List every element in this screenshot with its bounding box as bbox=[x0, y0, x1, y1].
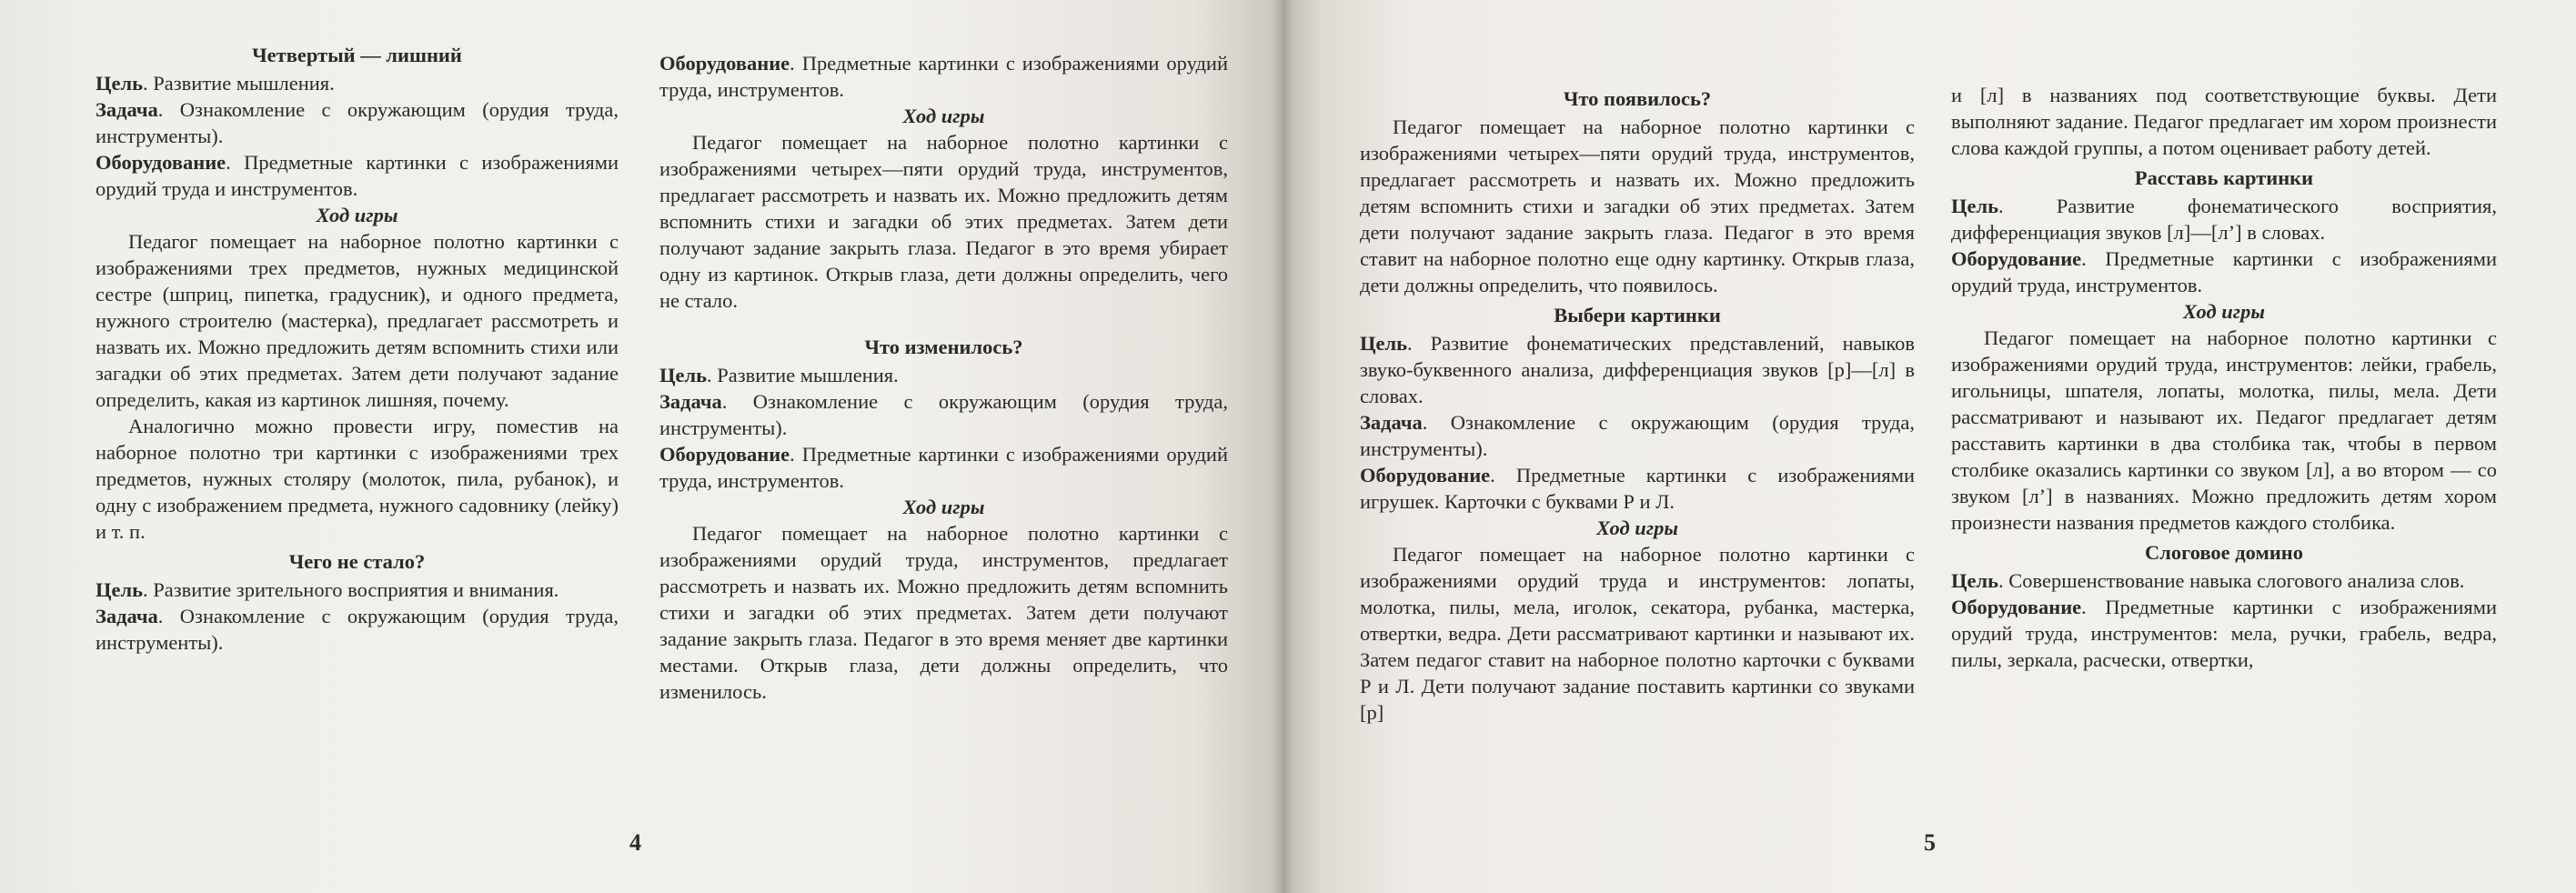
game-title-arrange-pictures: Расставь картинки bbox=[2134, 166, 2314, 189]
task-label: Задача bbox=[96, 605, 158, 627]
equipment-label: Оборудование bbox=[659, 52, 790, 75]
game-title-choose-pictures: Выбери картинки bbox=[1554, 304, 1721, 326]
right-column-1 bbox=[1360, 82, 1915, 726]
equipment-line bbox=[1951, 246, 2497, 298]
game-title-fourth-odd: Четвертый — лишний bbox=[252, 44, 462, 66]
equipment-text: . Предметные картинки с изображениями орудий труда, инструментов. bbox=[659, 52, 1228, 101]
paragraph-continuation: и [л] в названиях под соответствующие буквы. Дети выполняют задание. Педагог предлагает им хором произнести слова каждой группы, а потом оценивает работу детей. bbox=[1951, 84, 2497, 159]
task-text: . Ознакомление с окружающим (орудия труда, инструменты). bbox=[96, 605, 619, 654]
task-text: . Ознакомление с окружающим (орудия труда, инструменты). bbox=[659, 390, 1228, 439]
paragraph: Педагог помещает на наборное полотно картинки с изображениями четырех—пяти орудий труда, инструментов, предлагает рассмотреть и назвать их. Можно предложить детям вспомнить стихи и загадки об этих предметах. Затем дети получают задание закрыть глаза. Педагог в это время ставит на наборное полотно еще одну картинку. Открыв глаза, дети должны определить, что появилось. bbox=[1360, 115, 1915, 296]
right-column-2 bbox=[1951, 82, 2497, 673]
equipment-text: . Предметные картинки с изображениями орудий труда, инструментов. bbox=[1951, 247, 2497, 296]
goal-text: . Развитие мышления. bbox=[707, 364, 899, 386]
equipment-label: Оборудование bbox=[96, 151, 226, 174]
paragraph: Педагог помещает на наборное полотно картинки с изображениями трех предметов, нужных медицинской сестре (шприц, пипетка, градусник), и одного предмета, нужного строителю (мастерка), предлагает рассмотреть и назвать их. Можно предложить детям вспомнить стихи или загадки об этих предметах. Затем дети получают задание определить, какая из картинок лишняя, почему. bbox=[96, 230, 619, 411]
goal-line bbox=[1951, 567, 2497, 594]
goal-label: Цель bbox=[96, 72, 144, 95]
equipment-text: . Предметные картинки с изображениями орудий труда, инструментов. bbox=[659, 443, 1228, 492]
equipment-line bbox=[1951, 594, 2497, 673]
goal-text: . Развитие фонематического восприятия, дифференциация звуков [л]—[л’] в словах. bbox=[1951, 195, 2497, 244]
task-text: . Ознакомление с окружающим (орудия труда, инструменты). bbox=[96, 98, 619, 147]
left-column-2 bbox=[659, 50, 1228, 705]
progress-title: Ход игры bbox=[902, 496, 985, 518]
task-line bbox=[96, 96, 619, 149]
goal-label: Цель bbox=[659, 364, 708, 386]
equipment-line bbox=[659, 441, 1228, 494]
goal-text: . Развитие мышления. bbox=[143, 72, 335, 95]
goal-label: Цель bbox=[96, 578, 144, 601]
paragraph: Педагог помещает на наборное полотно картинки с изображениями орудий труда и инструментов: лопаты, молотка, пилы, мела, иголок, секатора, рубанка, мастерка, отвертки, ведра. Дети рассматривают картинки и называют их. Затем педагог ставит на наборное полотно карточки с буквами Р и Л. Дети получают задание поставить картинки со звуками [р] bbox=[1360, 543, 1915, 724]
equipment-line bbox=[96, 149, 619, 202]
equipment-label: Оборудование bbox=[659, 443, 790, 466]
paragraph: Педагог помещает на наборное полотно картинки с изображениями четырех—пяти орудий труда, инструментов, предлагает рассмотреть и назвать их. Можно предложить детям вспомнить стихи и загадки об этих предметах. Затем дети получают задание закрыть глаза. Педагог в это время убирает одну из картинок. Открыв глаза, дети должны определить, чего не стало. bbox=[659, 131, 1228, 312]
game-title-what-missing: Чего не стало? bbox=[288, 550, 426, 573]
equipment-line bbox=[1360, 462, 1915, 515]
equipment-text: . Предметные картинки с изображениями орудий труда и инструментов. bbox=[96, 151, 619, 200]
progress-title: Ход игры bbox=[2183, 300, 2265, 323]
left-page bbox=[0, 0, 1283, 893]
goal-line bbox=[659, 362, 1228, 388]
page-number: 4 bbox=[629, 829, 641, 856]
goal-label: Цель bbox=[1360, 332, 1408, 355]
equipment-label: Оборудование bbox=[1951, 596, 2082, 618]
goal-label: Цель bbox=[1951, 569, 1999, 592]
goal-text: . Развитие фонематических представлений, навыков звуко-буквенного анализа, дифференциация звуков [р]—[л] в словах. bbox=[1360, 332, 1915, 407]
game-title-syllable-domino: Слоговое домино bbox=[2144, 541, 2304, 564]
progress-title: Ход игры bbox=[316, 204, 398, 226]
paragraph: Педагог помещает на наборное полотно картинки с изображениями орудий труда, инструментов, предлагает рассмотреть и назвать их. Можно предложить детям вспомнить стихи и загадки об этих предметах. Затем дети получают задание закрыть глаза. Педагог в это время меняет две картинки местами. Открыв глаза, дети должны определить, что изменилось. bbox=[659, 522, 1228, 703]
equipment-line bbox=[659, 50, 1228, 103]
task-line bbox=[1360, 409, 1915, 462]
game-title-what-appeared: Что появилось? bbox=[1563, 87, 1712, 110]
task-text: . Ознакомление с окружающим (орудия труда, инструменты). bbox=[1360, 411, 1915, 460]
goal-text: . Совершенствование навыка слогового анализа слов. bbox=[1998, 569, 2465, 592]
goal-line bbox=[1951, 193, 2497, 246]
goal-label: Цель bbox=[1951, 195, 1999, 217]
goal-line bbox=[96, 577, 619, 603]
task-label: Задача bbox=[96, 98, 158, 121]
goal-line bbox=[96, 70, 619, 96]
task-line bbox=[96, 603, 619, 656]
equipment-text: . Предметные картинки с изображениями игрушек. Карточки с буквами Р и Л. bbox=[1360, 464, 1915, 513]
task-label: Задача bbox=[659, 390, 722, 413]
equipment-label: Оборудование bbox=[1360, 464, 1491, 487]
game-title-what-changed: Что изменилось? bbox=[864, 336, 1023, 358]
equipment-label: Оборудование bbox=[1951, 247, 2082, 270]
task-line bbox=[659, 388, 1228, 441]
progress-title: Ход игры bbox=[1596, 517, 1678, 539]
paragraph: Аналогично можно провести игру, поместив на наборное полотно три картинки с изображениями трех предметов, нужных столяру (молоток, пила, рубанок), и одну с изображением предмета, нужного садовнику (лейку) и т. п. bbox=[96, 415, 619, 543]
page-number: 5 bbox=[1924, 829, 1936, 856]
goal-text: . Развитие зрительного восприятия и внимания. bbox=[143, 578, 559, 601]
equipment-text: . Предметные картинки с изображениями орудий труда, инструментов: мела, ручки, грабель, ведра, пилы, зеркала, расчески, отвертки, bbox=[1951, 596, 2497, 671]
goal-line bbox=[1360, 330, 1915, 409]
progress-title: Ход игры bbox=[902, 105, 985, 127]
book-spine-shadow bbox=[1272, 0, 1293, 893]
task-label: Задача bbox=[1360, 411, 1423, 434]
paragraph: Педагог помещает на наборное полотно картинки с изображениями орудий труда, инструментов: лейки, грабель, игольницы, шпателя, лопаты, молотка, пилы, мела. Дети рассматривают и называют их. Педагог предлагает детям расставить картинки в два столбика так, чтобы в первом столбике оказались картинки со звуком [л], а во втором — со звуком [л’] в названиях. Можно предложить детям хором произнести названия предметов каждого столбика. bbox=[1951, 326, 2497, 534]
left-column-1 bbox=[96, 38, 619, 656]
